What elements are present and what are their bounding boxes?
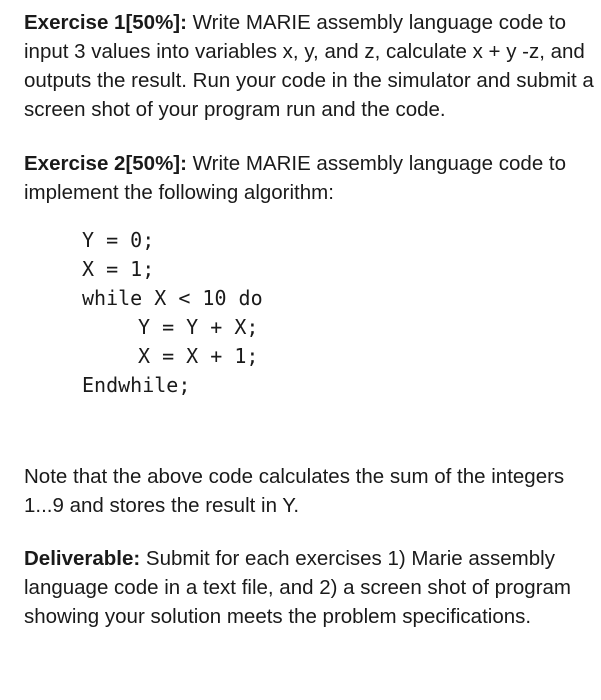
algorithm-code-block xyxy=(82,226,594,400)
exercise-1-text: Write MARIE assembly language code to input 3 values into variables x, y, and z, calculate x + y -z, and outputs the result. Run your code in the simulator and submit a screen shot of your program run and the code. xyxy=(24,11,594,121)
code-line: X = 1; xyxy=(82,257,155,281)
deliverable-paragraph xyxy=(24,544,594,631)
exercise-1-paragraph xyxy=(24,8,594,124)
exercise-2-text: Write MARIE assembly language code to implement the following algorithm: xyxy=(24,152,567,204)
exercise-2-paragraph xyxy=(24,149,594,207)
code-line: Endwhile; xyxy=(82,373,191,397)
deliverable-heading: Deliverable: xyxy=(24,547,141,570)
code-line: while X < 10 do xyxy=(82,286,263,310)
code-line: X = X + 1; xyxy=(138,344,259,368)
exercise-2-heading: Exercise 2[50%]: xyxy=(24,152,187,175)
note-paragraph: Note that the above code calculates the sum of the integers 1...9 and stores the result in Y. xyxy=(24,465,565,517)
deliverable-text: Submit for each exercises 1) Marie assembly language code in a text file, and 2) a screen shot of program showing your solution meets the problem specifications. xyxy=(24,547,572,628)
code-line: Y = Y + X; xyxy=(138,315,259,339)
exercise-1-heading: Exercise 1[50%]: xyxy=(24,11,187,34)
document xyxy=(24,8,594,631)
code-line: Y = 0; xyxy=(82,228,155,252)
